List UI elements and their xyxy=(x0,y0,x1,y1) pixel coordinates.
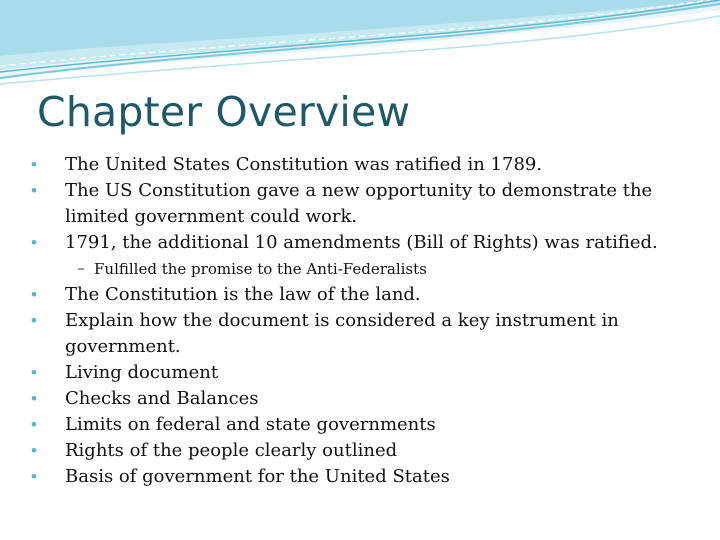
slide-title: Chapter Overview xyxy=(37,88,411,136)
bullet-item xyxy=(28,360,700,386)
sub-bullet-item xyxy=(28,257,700,281)
bullet-dot-icon: • xyxy=(29,285,39,304)
bullet-text: Basis of government for the United States xyxy=(65,466,450,487)
bullet-text: Limits on federal and state governments xyxy=(65,414,436,435)
header-wave-decoration xyxy=(0,0,720,90)
bullet-dot-icon: • xyxy=(29,311,39,330)
bullet-text: Checks and Balances xyxy=(65,388,259,409)
bullet-dot-icon: • xyxy=(29,181,39,200)
bullet-dot-icon: • xyxy=(29,389,39,408)
bullet-item xyxy=(28,282,700,308)
bullet-text: Explain how the document is considered a key instrument in government. xyxy=(65,310,619,357)
bullet-item xyxy=(28,438,700,464)
bullet-item xyxy=(28,230,700,256)
bullet-dot-icon: • xyxy=(29,363,39,382)
bullet-text: The United States Constitution was ratified in 1789. xyxy=(65,154,543,175)
corner-mask xyxy=(680,528,720,540)
bullet-dot-icon: • xyxy=(29,467,39,486)
bullet-item xyxy=(28,152,700,178)
bullet-list xyxy=(28,152,700,490)
bullet-text: The Constitution is the law of the land. xyxy=(65,284,421,305)
bullet-text: Living document xyxy=(65,362,219,383)
bullet-item xyxy=(28,386,700,412)
bullet-item xyxy=(28,412,700,438)
bullet-text: 1791, the additional 10 amendments (Bill of Rights) was ratified. xyxy=(65,232,658,253)
bullet-item xyxy=(28,464,700,490)
bullet-dot-icon: • xyxy=(29,441,39,460)
bullet-item xyxy=(28,178,700,230)
bullet-text: The US Constitution gave a new opportunity to demonstrate the limited government could work. xyxy=(65,180,653,227)
bullet-text: Fulfilled the promise to the Anti-Federalists xyxy=(94,260,427,278)
dash-bullet-icon: – xyxy=(77,261,85,277)
bullet-text: Rights of the people clearly outlined xyxy=(65,440,398,461)
bullet-dot-icon: • xyxy=(29,415,39,434)
bullet-dot-icon: • xyxy=(29,155,39,174)
bullet-item xyxy=(28,308,700,360)
bullet-dot-icon: • xyxy=(29,233,39,252)
